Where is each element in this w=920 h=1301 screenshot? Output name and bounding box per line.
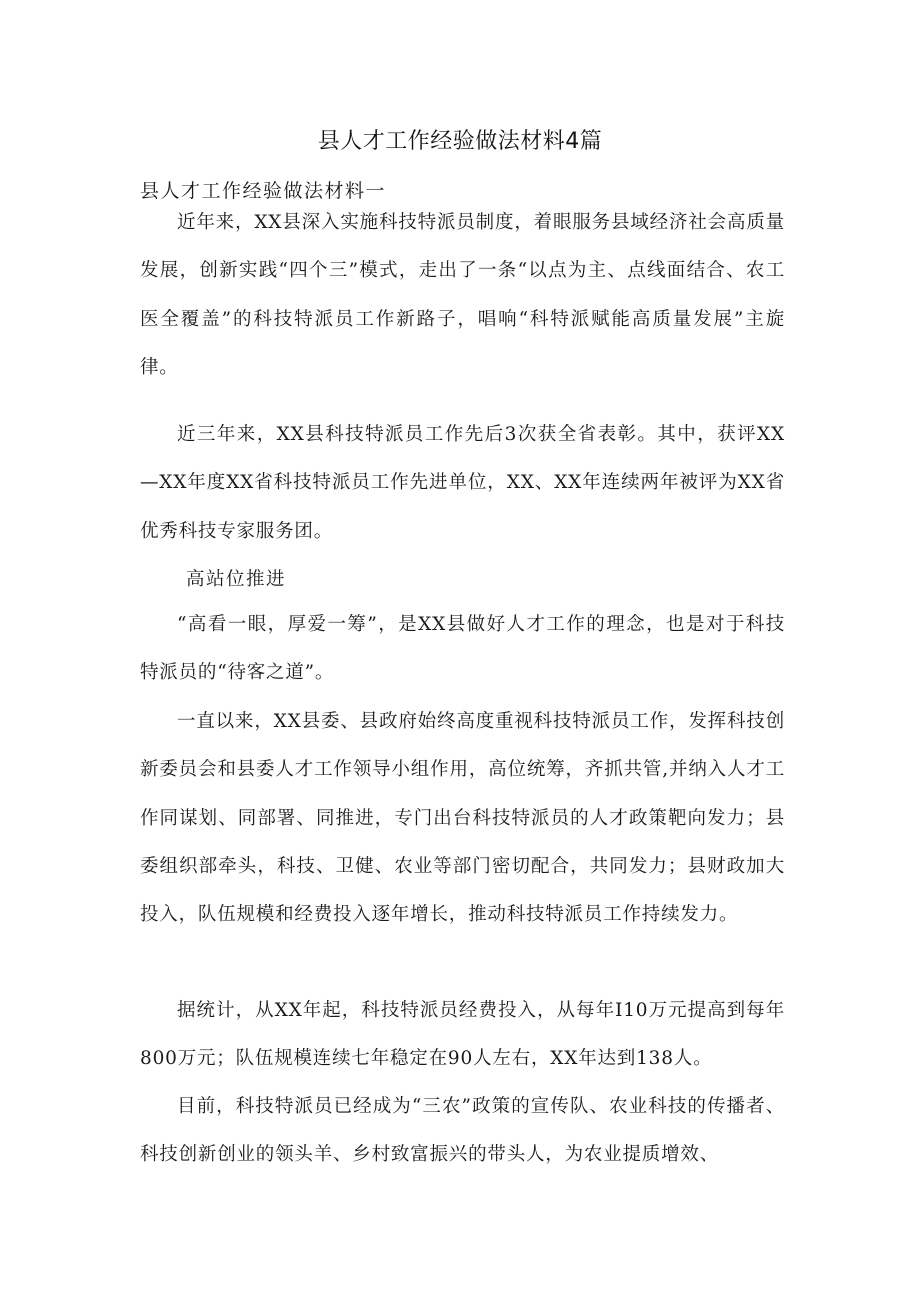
paragraph-1: 近年来，XX县深入实施科技特派员制度，着眼服务县域经济社会高质量发展，创新实践“四个三”模式，走出了一条“以点为主、点线面结合、农工医全覆盖”的科技特派员工作新路子，唱响“科特派赋能高质量发展”主旋律。 <box>140 212 785 378</box>
paragraph-3: “高看一眼，厚爱一筹”，是XX县做好人才工作的理念，也是对于科技特派员的“待客之道”。 <box>140 614 785 684</box>
paragraph-6: 目前，科技特派员已经成为“三农”政策的宣传队、农业科技的传播者、科技创新创业的领头羊、乡村致富振兴的带头人，为农业提质增效、 <box>140 1096 785 1166</box>
paragraph-5: 据统计，从XX年起，科技特派员经费投入，从每年I10万元提高到每年800万元；队伍规模连续七年稳定在90人左右，XX年达到138人。 <box>140 1000 785 1070</box>
paragraph-2: 近三年来，XX县科技特派员工作先后3次获全省表彰。其中，获评XX—XX年度XX省科技特派员工作先进单位，XX、XX年连续两年被评为XX省优秀科技专家服务团。 <box>140 424 785 542</box>
document-subtitle: 县人才工作经验做法材料一 <box>140 180 387 202</box>
paragraph-4: 一直以来，XX县委、县政府始终高度重视科技特派员工作，发挥科技创新委员会和县委人才工作领导小组作用，高位统筹，齐抓共管,并纳入人才工作同谋划、同部署、同推进，专门出台科技特派员的人才政策靶向发力；县委组织部牵头，科技、卫健、农业等部门密切配合，共同发力；县财政加大投入，队伍规模和经费投入逐年增长，推动科技特派员工作持续发力。 <box>140 711 785 926</box>
document-title: 县人才工作经验做法材料4篇 <box>317 129 603 154</box>
section-heading: 高站位推进 <box>186 569 287 590</box>
